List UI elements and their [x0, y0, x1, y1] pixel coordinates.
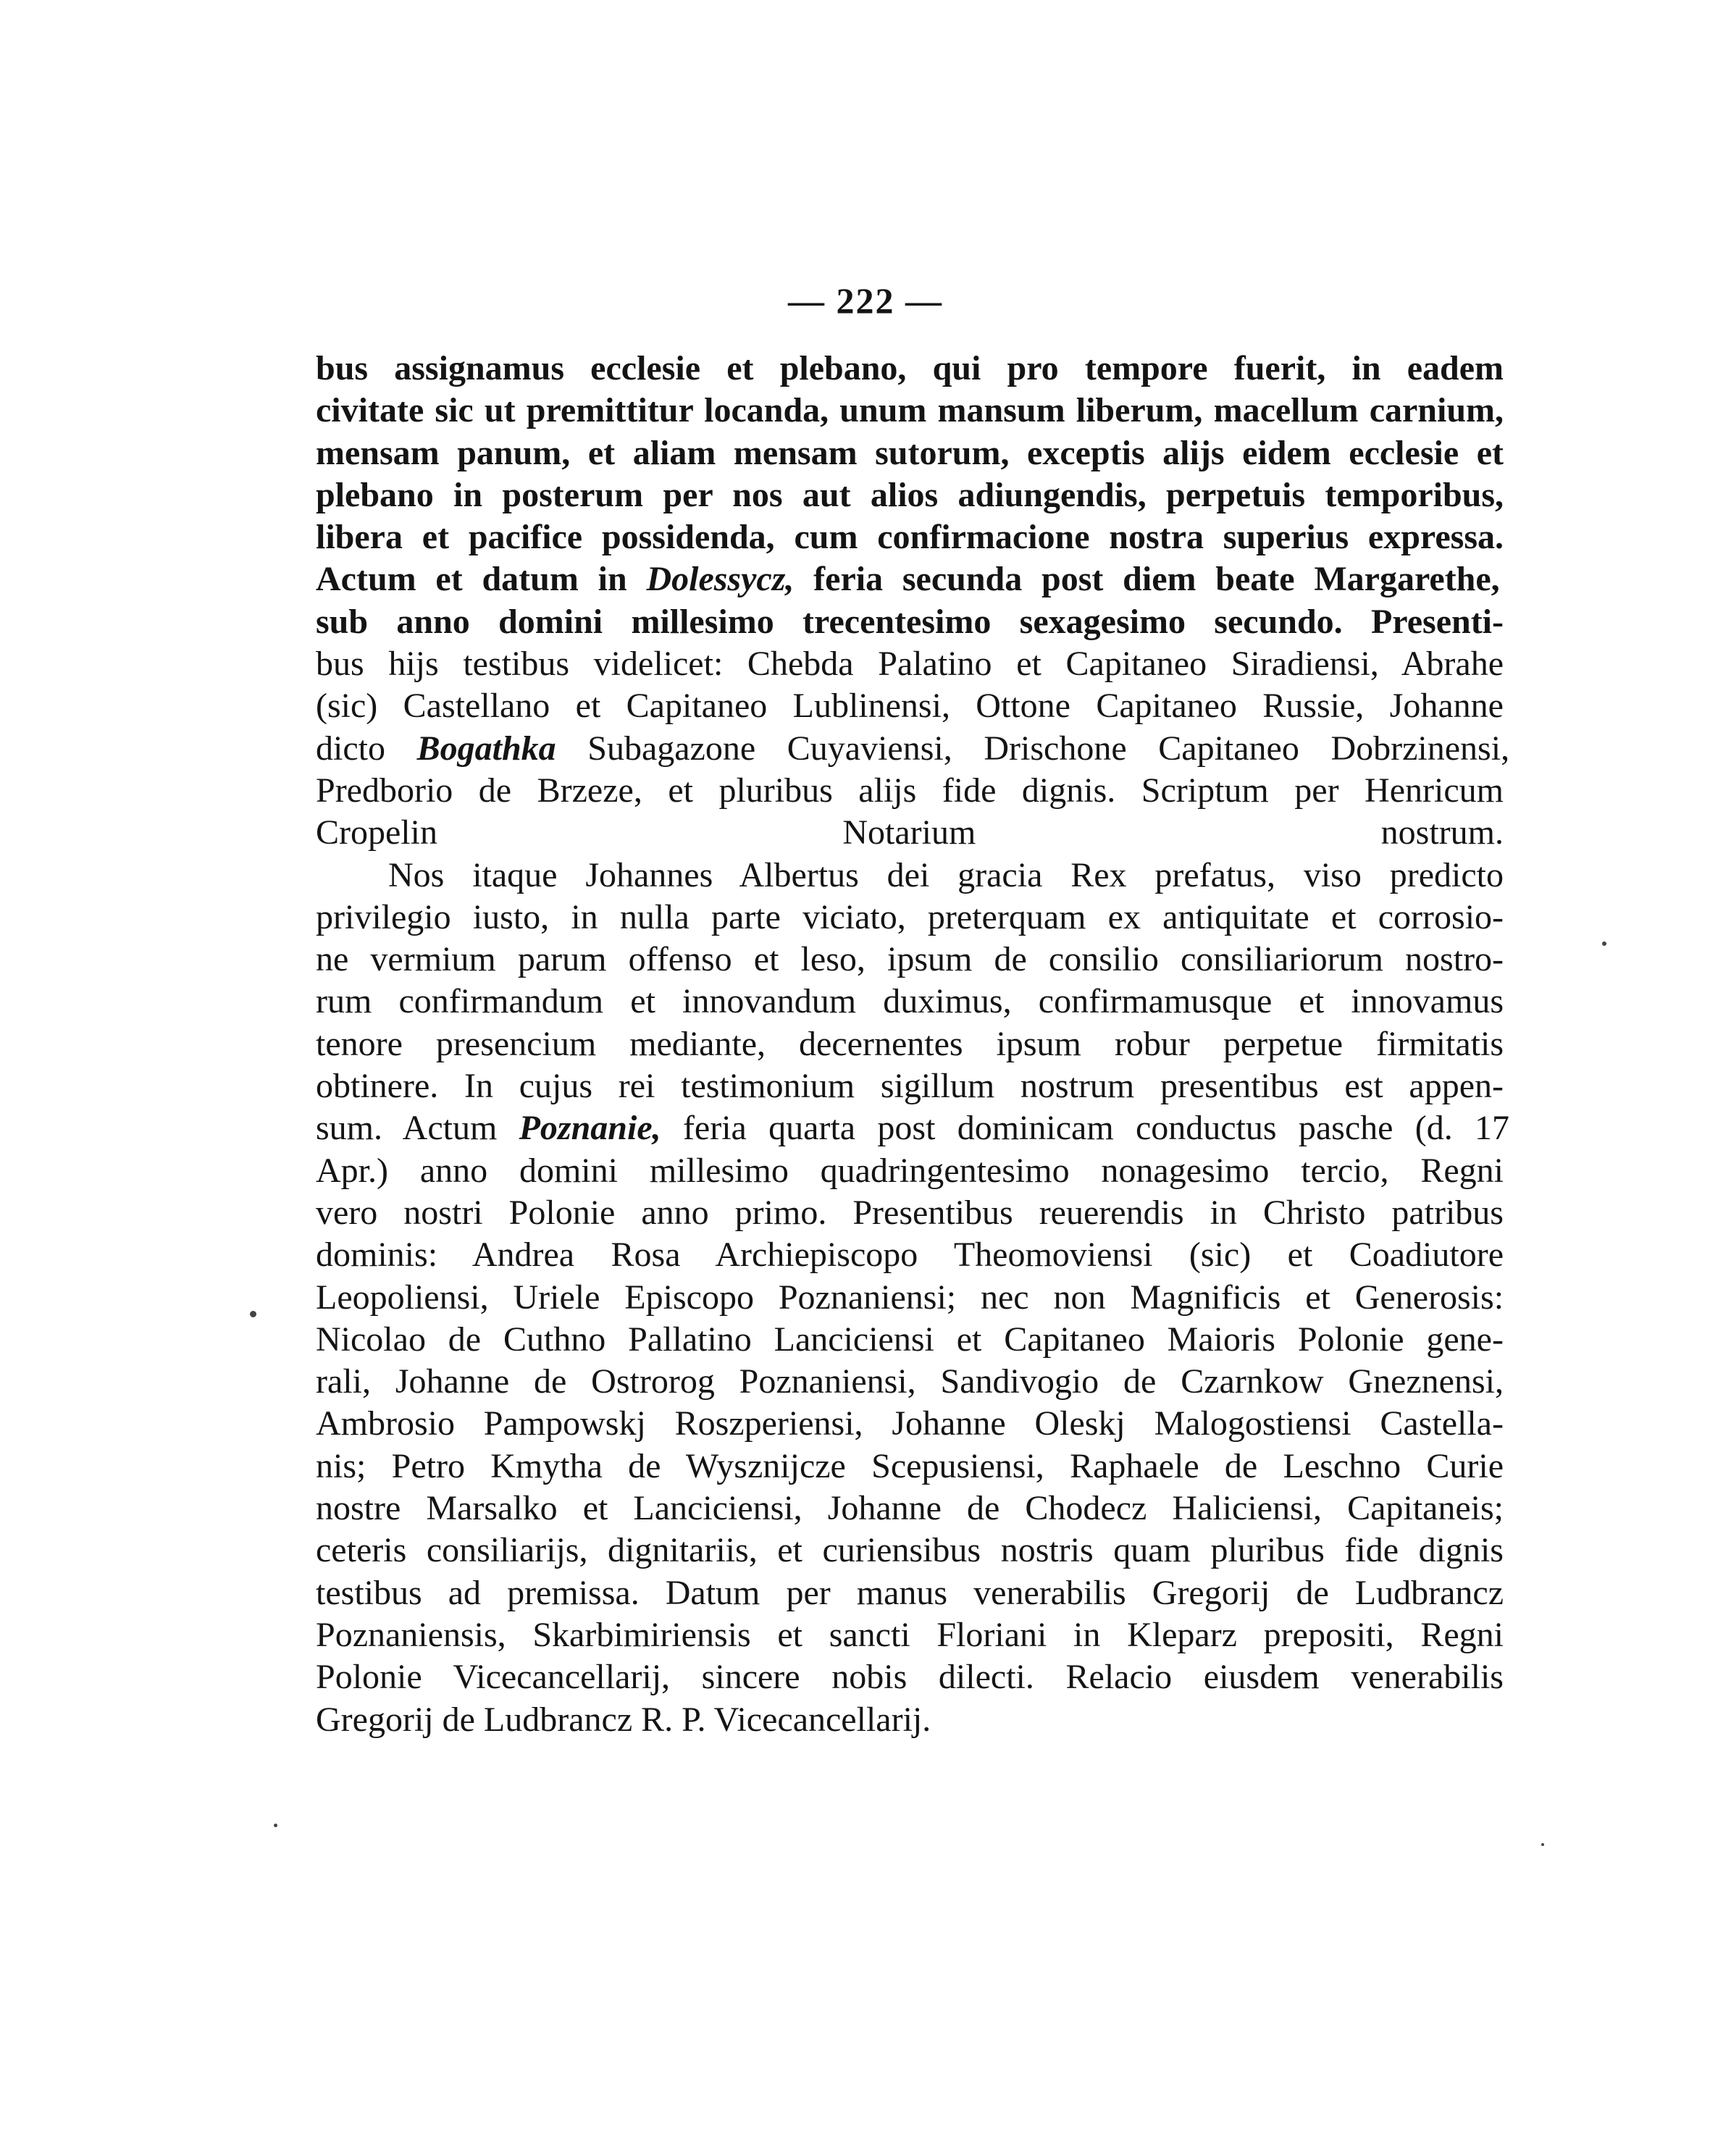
- text-run: Nicolao de Cuthno Pallatino Lanciciensi et Capitaneo Maioris Polonie gene-: [316, 1320, 1504, 1359]
- text-run: Ambrosio Pampowskj Roszperiensi, Johanne Oleskj Malogostiensi Castella-: [316, 1404, 1504, 1443]
- italic-place-name: Bogathka: [416, 729, 556, 768]
- text-line: [316, 1530, 1504, 1572]
- text-run: Polonie Vicecancellarij, sincere nobis dilecti. Relacio eiusdem venerabilis: [316, 1658, 1504, 1697]
- text-run: bus assignamus ecclesie et plebano, qui pro tempore fuerit, in eadem: [316, 349, 1504, 387]
- text-run: mensam panum, et aliam mensam sutorum, exceptis alijs eidem ecclesie et: [316, 433, 1504, 472]
- text-line: [316, 474, 1504, 516]
- text-run: nis; Petro Kmytha de Wysznijcze Scepusiensi, Raphaele de Leschno Curie: [316, 1446, 1504, 1485]
- text-line: [316, 516, 1504, 558]
- text-run: feria secunda post diem beate Margarethe,: [794, 560, 1500, 599]
- text-line: [316, 1234, 1504, 1276]
- body-text: [316, 348, 1510, 1741]
- text-run: dominis: Andrea Rosa Archiepiscopo Theomoviensi (sic) et Coadiutore: [316, 1236, 1504, 1275]
- text-line: [316, 1656, 1504, 1698]
- text-line: [316, 1319, 1504, 1361]
- text-line: [316, 1107, 1510, 1149]
- text-run: testibus ad premissa. Datum per manus venerabilis Gregorij de Ludbrancz: [316, 1573, 1504, 1612]
- text-run: ceteris consiliarijs, dignitariis, et curiensibus nostris quam pluribus fide dignis: [316, 1531, 1504, 1570]
- text-line: [316, 1192, 1504, 1234]
- text-line: [316, 1150, 1504, 1192]
- text-line: [316, 643, 1504, 685]
- text-line: [316, 1277, 1504, 1319]
- text-run: Gregorij de Ludbrancz R. P. Vicecancellarij.: [316, 1700, 931, 1739]
- text-run: ne vermium parum offenso et leso, ipsum de consilio consiliariorum nostro-: [316, 940, 1504, 979]
- scan-speck: [1602, 941, 1606, 946]
- text-line: [316, 1488, 1504, 1530]
- text-run: privilegio iusto, in nulla parte viciato, preterquam ex antiquitate et corrosio-: [316, 897, 1504, 936]
- text-run: Predborio de Brzeze, et pluribus alijs fide dignis. Scriptum per Henricum: [316, 771, 1504, 810]
- text-line: [316, 939, 1504, 981]
- text-run: (sic) Castellano et Capitaneo Lublinensi, Ottone Capitaneo Russie, Johanne: [316, 687, 1504, 726]
- text-run: Cropelin Notarium nostrum.: [316, 813, 1504, 852]
- text-line: [316, 1614, 1504, 1656]
- scan-speck: [274, 1824, 277, 1827]
- text-line: [316, 390, 1504, 432]
- text-run: civitate sic ut premittitur locanda, unum mansum liberum, macellum carnium,: [316, 391, 1504, 430]
- text-run: Subagazone Cuyaviensi, Drischone Capitaneo Dobrzinensi,: [556, 729, 1510, 768]
- italic-place-name: Poznanie,: [519, 1109, 661, 1148]
- text-line: [316, 685, 1504, 727]
- italic-place-name: Dolessycz,: [646, 560, 795, 599]
- text-line: [316, 1572, 1504, 1614]
- text-line: [316, 897, 1504, 939]
- text-run: vero nostri Polonie anno primo. Presentibus reuerendis in Christo patribus: [316, 1193, 1504, 1232]
- text-run: bus hijs testibus videlicet: Chebda Palatino et Capitaneo Siradiensi, Abrahe: [316, 645, 1504, 684]
- text-line: [316, 770, 1504, 812]
- text-run: sub anno domini millesimo trecentesimo sexagesimo secundo. Presenti-: [316, 602, 1504, 641]
- text-line: [316, 1361, 1504, 1403]
- text-line: [316, 1403, 1504, 1445]
- text-line: [316, 1446, 1504, 1488]
- text-line: [316, 1699, 1504, 1741]
- text-run: obtinere. In cujus rei testimonium sigillum nostrum presentibus est appen-: [316, 1067, 1504, 1106]
- text-line: [316, 1023, 1504, 1065]
- text-run: nostre Marsalko et Lanciciensi, Johanne de Chodecz Haliciensi, Capitaneis;: [316, 1489, 1504, 1528]
- text-run: feria quarta post dominicam conductus pasche (d. 17: [661, 1109, 1510, 1148]
- text-run: Nos itaque Johannes Albertus dei gracia Rex prefatus, viso predicto: [388, 855, 1504, 894]
- text-run: plebano in posterum per nos aut alios adiungendis, perpetuis temporibus,: [316, 475, 1504, 514]
- text-line: [316, 981, 1504, 1023]
- text-run: tenore presencium mediante, decernentes ipsum robur perpetue firmitatis: [316, 1024, 1504, 1063]
- text-run: rali, Johanne de Ostrorog Poznaniensi, Sandivogio de Czarnkow Gneznensi,: [316, 1362, 1504, 1401]
- text-run: rum confirmandum et innovandum duximus, confirmamusque et innovamus: [316, 982, 1504, 1021]
- text-line: [316, 812, 1504, 854]
- scan-speck: [1541, 1843, 1544, 1846]
- text-run: Leopoliensi, Uriele Episcopo Poznaniensi; nec non Magnificis et Generosis:: [316, 1278, 1504, 1317]
- text-run: Apr.) anno domini millesimo quadringentesimo nonagesimo tercio, Regni: [316, 1151, 1504, 1190]
- text-line: [316, 855, 1504, 897]
- text-line: [316, 728, 1510, 770]
- text-run: libera et pacifice possidenda, cum confirmacione nostra superius expressa.: [316, 518, 1504, 557]
- text-run: Actum et datum in: [316, 560, 647, 599]
- text-line: [316, 348, 1504, 390]
- text-run: dicto: [316, 729, 417, 768]
- page-number: — 222 —: [788, 280, 943, 321]
- text-run: Poznaniensis, Skarbimiriensis et sancti Floriani in Kleparz prepositi, Regni: [316, 1615, 1504, 1654]
- text-run: sum. Actum: [316, 1109, 519, 1148]
- text-line: [316, 601, 1504, 643]
- scan-speck: [250, 1311, 256, 1317]
- text-line: [316, 1065, 1504, 1107]
- text-line: [316, 432, 1504, 474]
- text-line: [316, 558, 1504, 600]
